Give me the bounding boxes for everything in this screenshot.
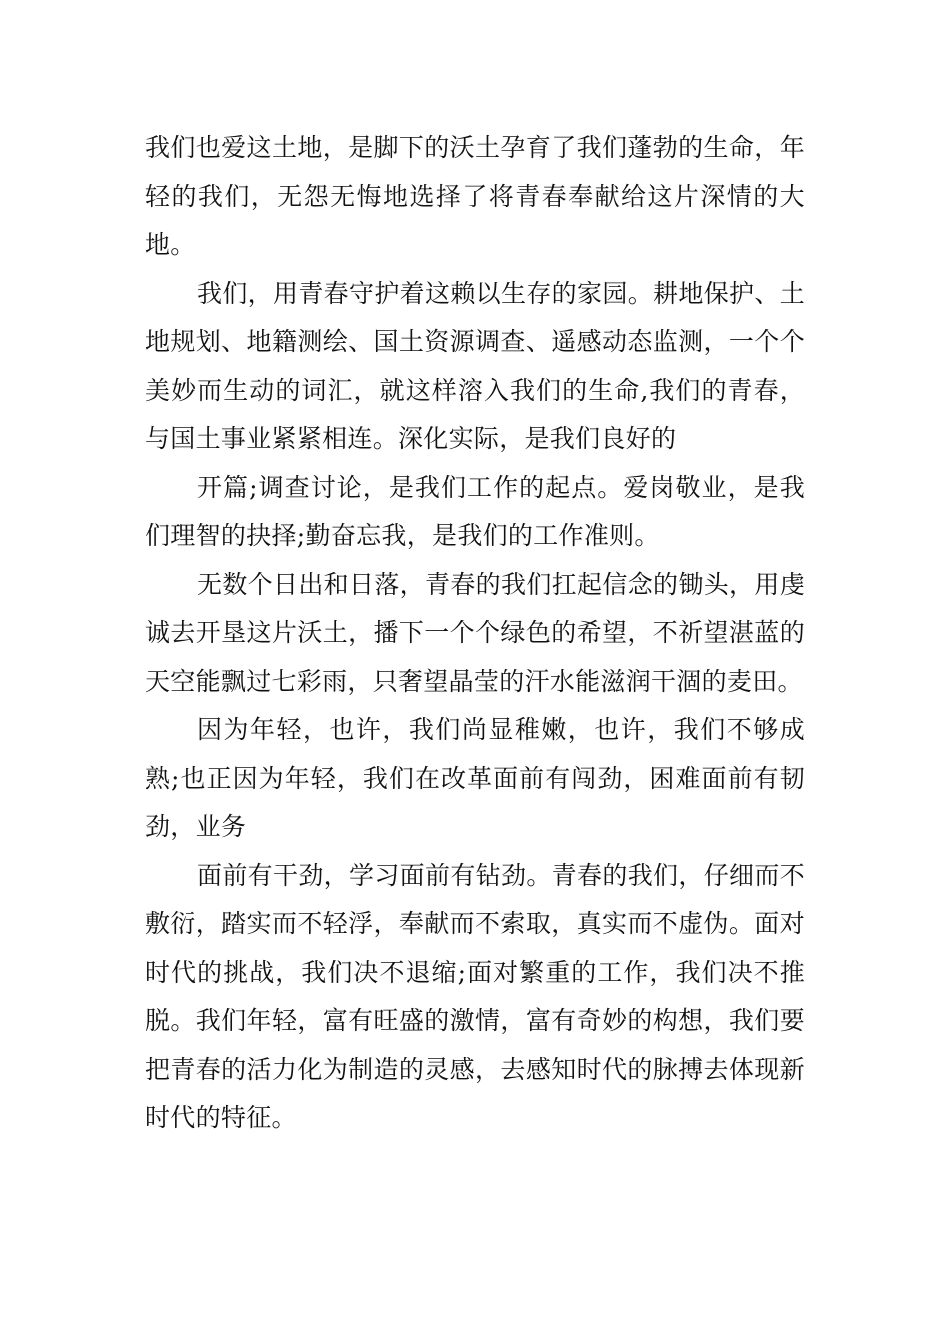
paragraph-1: 我们也爱这土地，是脚下的沃土孕育了我们蓬勃的生命，年轻的我们，无怨无悔地选择了将青春奉献给这片深情的大地。 bbox=[145, 133, 805, 259]
paragraph-6: 面前有干劲，学习面前有钻劲。青春的我们，仔细而不敷衍，踏实而不轻浮，奉献而不索取，真实而不虚伪。面对时代的挑战，我们决不退缩;面对繁重的工作，我们决不推脱。我们年轻，富有旺盛的激情，富有奇妙的构想，我们要把青春的活力化为制造的灵感，去感知时代的脉搏去体现新时代的特征。 bbox=[145, 860, 805, 1132]
paragraph-2: 我们，用青春守护着这赖以生存的家园。耕地保护、土地规划、地籍测绘、国土资源调查、遥感动态监测，一个个美妙而生动的词汇，就这样溶入我们的生命,我们的青春，与国土事业紧紧相连。深化实际，是我们良好的 bbox=[145, 278, 805, 453]
paragraph-5: 因为年轻，也许，我们尚显稚嫩，也许，我们不够成熟;也正因为年轻，我们在改革面前有闯劲，困难面前有韧劲，业务 bbox=[145, 715, 805, 841]
paragraph-3: 开篇;调查讨论，是我们工作的起点。爱岗敬业，是我们理智的抉择;勤奋忘我，是我们的工作准则。 bbox=[145, 472, 805, 550]
paragraph-4: 无数个日出和日落，青春的我们扛起信念的锄头，用虔诚去开垦这片沃土，播下一个个绿色的希望，不祈望湛蓝的天空能飘过七彩雨，只奢望晶莹的汗水能滋润干涸的麦田。 bbox=[145, 569, 805, 696]
document-body bbox=[145, 124, 805, 1143]
